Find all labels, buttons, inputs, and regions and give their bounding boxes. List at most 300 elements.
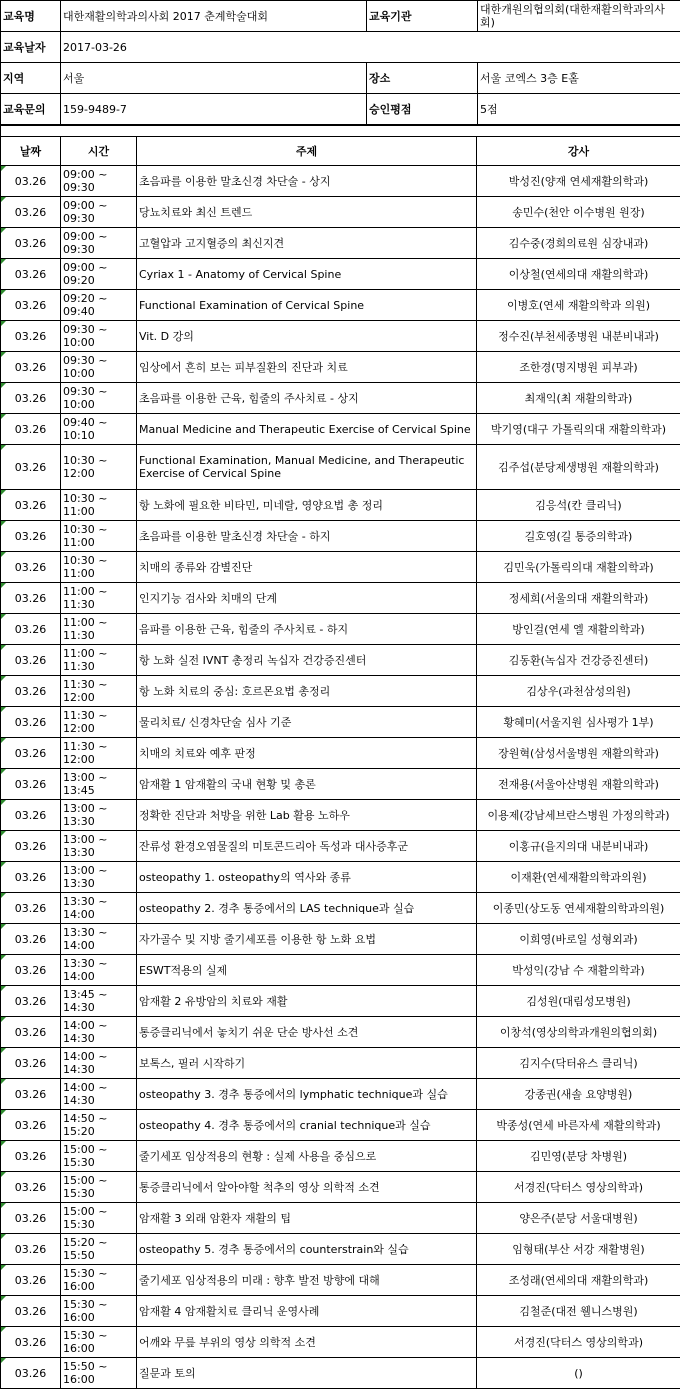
topic-cell-text: 질문과 토의 (139, 1366, 196, 1380)
date-cell (1, 1110, 61, 1141)
topic-cell-text: 암재활 3 외래 암환자 재활의 팁 (139, 1211, 291, 1225)
date-cell-text: 03.26 (14, 591, 47, 605)
table-row (1, 769, 680, 800)
date-cell-text: 03.26 (14, 1335, 47, 1349)
time-cell-text: 13:00 ~ 13:30 (63, 802, 108, 828)
date-cell (1, 769, 61, 800)
lecturer-cell-text: 김철준(대전 웰니스병원) (519, 1304, 638, 1318)
topic-cell-text: 치매의 치료와 예후 판정 (139, 746, 256, 760)
topic-cell (137, 1079, 477, 1110)
date-cell-text: 03.26 (14, 870, 47, 884)
lecturer-cell (477, 800, 680, 831)
time-cell-text: 13:30 ~ 14:00 (63, 926, 108, 952)
comment-marker-icon (1, 707, 6, 712)
table-row (1, 583, 680, 614)
comment-marker-icon (1, 1048, 6, 1053)
topic-cell-text: 줄기세포 임상적용의 미래 : 향후 발전 방향에 대해 (139, 1273, 380, 1287)
header-lecturer: 강사 (477, 137, 680, 166)
table-row (1, 1079, 680, 1110)
comment-marker-icon (1, 1296, 6, 1301)
comment-marker-icon (1, 738, 6, 743)
edu-name-label: 교육명 (1, 1, 61, 32)
date-cell-text: 03.26 (14, 653, 47, 667)
topic-cell (137, 445, 477, 490)
time-cell (61, 259, 137, 290)
topic-cell-text: 암재활 4 암재활치료 클리닉 운영사례 (139, 1304, 320, 1318)
date-cell (1, 955, 61, 986)
comment-marker-icon (1, 552, 6, 557)
lecturer-cell-text: 이종민(상도동 연세재활의학과의원) (492, 901, 665, 915)
time-cell-text: 15:30 ~ 16:00 (63, 1298, 108, 1324)
topic-cell (137, 986, 477, 1017)
schedule-rows (1, 166, 680, 1389)
table-row (1, 1265, 680, 1296)
date-cell-text: 03.26 (14, 267, 47, 281)
lecturer-cell (477, 583, 680, 614)
table-row (1, 1141, 680, 1172)
lecturer-cell-text: 황혜미(서울지원 심사평가 1부) (503, 715, 654, 729)
contact-label: 교육문의 (1, 94, 61, 125)
lecturer-cell-text: 조성래(연세의대 재활의학과) (508, 1273, 649, 1287)
time-cell (61, 1234, 137, 1265)
table-row (1, 445, 680, 490)
time-cell-text: 10:30 ~ 11:00 (63, 554, 108, 580)
lecturer-cell (477, 1327, 680, 1358)
topic-cell (137, 521, 477, 552)
time-cell (61, 1048, 137, 1079)
topic-cell-text: 임상에서 흔히 보는 피부질환의 진단과 치료 (139, 360, 348, 374)
time-cell-text: 14:00 ~ 14:30 (63, 1081, 108, 1107)
place-value: 서울 코엑스 3층 E홀 (478, 63, 680, 94)
date-cell-text: 03.26 (14, 498, 47, 512)
date-cell (1, 166, 61, 197)
date-cell-text: 03.26 (14, 777, 47, 791)
date-cell-text: 03.26 (14, 1025, 47, 1039)
topic-cell-text: 치매의 종류와 감별진단 (139, 560, 253, 574)
lecturer-cell (477, 645, 680, 676)
contact-value: 159-9489-7 (61, 94, 367, 125)
topic-cell-text: osteopathy 5. 경추 통증에서의 counterstrain와 실습 (139, 1242, 409, 1256)
comment-marker-icon (1, 862, 6, 867)
lecturer-cell-text: 김지수(닥터유스 클리닉) (519, 1056, 638, 1070)
time-cell-text: 11:00 ~ 11:30 (63, 647, 108, 673)
date-cell-text: 03.26 (14, 298, 47, 312)
topic-cell (137, 228, 477, 259)
date-cell-text: 03.26 (14, 1304, 47, 1318)
table-row (1, 552, 680, 583)
date-cell (1, 831, 61, 862)
time-cell-text: 14:50 ~ 15:20 (63, 1112, 108, 1138)
date-cell (1, 1327, 61, 1358)
topic-cell-text: 음파를 이용한 근육, 힘줄의 주사치료 - 하지 (139, 622, 349, 636)
time-cell-text: 10:30 ~ 11:00 (63, 492, 108, 518)
date-cell-text: 03.26 (14, 329, 47, 343)
lecturer-cell (477, 986, 680, 1017)
lecturer-cell (477, 197, 680, 228)
date-cell (1, 490, 61, 521)
topic-cell-text: 인지기능 검사와 치매의 단계 (139, 591, 278, 605)
topic-cell-text: 항 노화 실전 IVNT 총정리 녹십자 건강증진센터 (139, 653, 367, 667)
lecturer-cell (477, 1296, 680, 1327)
lecturer-cell-text: 김상우(과천삼성의원) (526, 684, 631, 698)
date-cell-text: 03.26 (14, 715, 47, 729)
topic-cell-text: Vit. D 강의 (139, 329, 194, 343)
lecturer-cell (477, 614, 680, 645)
time-cell-text: 15:30 ~ 16:00 (63, 1267, 108, 1293)
time-cell-text: 09:30 ~ 10:00 (63, 354, 108, 380)
lecturer-cell (477, 259, 680, 290)
table-row (1, 321, 680, 352)
topic-cell (137, 414, 477, 445)
date-cell (1, 1234, 61, 1265)
time-cell (61, 583, 137, 614)
topic-cell (137, 1234, 477, 1265)
time-cell (61, 831, 137, 862)
table-row (1, 831, 680, 862)
date-cell-text: 03.26 (14, 1149, 47, 1163)
time-cell (61, 676, 137, 707)
info-row-date (1, 32, 680, 63)
region-value: 서울 (61, 63, 367, 94)
date-cell (1, 1079, 61, 1110)
date-cell (1, 614, 61, 645)
time-cell-text: 09:00 ~ 09:20 (63, 261, 108, 287)
date-cell (1, 862, 61, 893)
lecturer-cell (477, 321, 680, 352)
date-cell-text: 03.26 (14, 422, 47, 436)
lecturer-cell (477, 955, 680, 986)
table-row (1, 614, 680, 645)
time-cell (61, 986, 137, 1017)
date-cell (1, 259, 61, 290)
schedule-table (0, 125, 680, 1389)
topic-cell (137, 676, 477, 707)
comment-marker-icon (1, 1203, 6, 1208)
time-cell-text: 15:00 ~ 15:30 (63, 1143, 108, 1169)
table-row (1, 228, 680, 259)
topic-cell (137, 1172, 477, 1203)
comment-marker-icon (1, 228, 6, 233)
lecturer-cell-text: 이재환(연세재활의학과의원) (510, 870, 647, 884)
date-cell-text: 03.26 (14, 560, 47, 574)
org-value: 대한개원의협의회(대한재활의학과의사회) (478, 1, 680, 32)
time-cell (61, 738, 137, 769)
lecturer-cell (477, 1017, 680, 1048)
time-cell (61, 383, 137, 414)
time-cell-text: 10:30 ~ 12:00 (63, 454, 108, 480)
topic-cell-text: 어깨와 무릎 부위의 영상 의학적 소견 (139, 1335, 316, 1349)
date-cell-text: 03.26 (14, 684, 47, 698)
lecturer-cell-text: 임형태(부산 서강 재활병원) (512, 1242, 645, 1256)
topic-cell (137, 831, 477, 862)
table-row (1, 1048, 680, 1079)
time-cell-text: 09:00 ~ 09:30 (63, 230, 108, 256)
date-cell-text: 03.26 (14, 174, 47, 188)
info-row-contact (1, 94, 680, 125)
region-label: 지역 (1, 63, 61, 94)
lecturer-cell-text: 강종권(새솔 요양병원) (524, 1087, 633, 1101)
time-cell (61, 321, 137, 352)
time-cell-text: 09:30 ~ 10:00 (63, 323, 108, 349)
lecturer-cell (477, 738, 680, 769)
topic-cell-text: 줄기세포 임상적용의 현황 : 실제 사용을 중심으로 (139, 1149, 377, 1163)
table-row (1, 645, 680, 676)
time-cell (61, 521, 137, 552)
lecturer-cell-text: 서경진(닥터스 영상의학과) (514, 1335, 643, 1349)
comment-marker-icon (1, 1358, 6, 1363)
topic-cell-text: 항 노화 치료의 중심: 호르몬요법 총정리 (139, 684, 331, 698)
comment-marker-icon (1, 166, 6, 171)
date-cell-text: 03.26 (14, 1211, 47, 1225)
table-row (1, 707, 680, 738)
time-cell (61, 228, 137, 259)
time-cell (61, 1017, 137, 1048)
time-cell (61, 1079, 137, 1110)
topic-cell (137, 893, 477, 924)
lecturer-cell-text: 김동환(녹십자 건강증진센터) (508, 653, 649, 667)
comment-marker-icon (1, 1017, 6, 1022)
time-cell-text: 11:30 ~ 12:00 (63, 740, 108, 766)
lecturer-cell-text: 김성원(대림성모병원) (526, 994, 631, 1008)
date-cell-text: 03.26 (14, 391, 47, 405)
topic-cell (137, 955, 477, 986)
time-cell-text: 14:00 ~ 14:30 (63, 1050, 108, 1076)
topic-cell (137, 352, 477, 383)
info-row-region (1, 63, 680, 94)
info-row-name (1, 1, 680, 32)
time-cell-text: 13:00 ~ 13:30 (63, 833, 108, 859)
time-cell (61, 862, 137, 893)
comment-marker-icon (1, 197, 6, 202)
topic-cell-text: 자가골수 및 지방 줄기세포를 이용한 항 노화 요법 (139, 932, 376, 946)
time-cell-text: 09:20 ~ 09:40 (63, 292, 108, 318)
date-label: 교육날자 (1, 32, 61, 63)
topic-cell-text: 보톡스, 필러 시작하기 (139, 1056, 246, 1070)
date-cell (1, 290, 61, 321)
time-cell-text: 15:00 ~ 15:30 (63, 1174, 108, 1200)
time-cell (61, 707, 137, 738)
topic-cell (137, 1358, 477, 1389)
date-cell-text: 03.26 (14, 1273, 47, 1287)
topic-cell (137, 769, 477, 800)
time-cell-text: 10:30 ~ 11:00 (63, 523, 108, 549)
time-cell-text: 14:00 ~ 14:30 (63, 1019, 108, 1045)
time-cell-text: 11:00 ~ 11:30 (63, 585, 108, 611)
lecturer-cell (477, 1234, 680, 1265)
time-cell (61, 614, 137, 645)
table-row (1, 414, 680, 445)
topic-cell (137, 321, 477, 352)
date-cell (1, 197, 61, 228)
time-cell-text: 13:30 ~ 14:00 (63, 957, 108, 983)
time-cell-text: 09:00 ~ 09:30 (63, 168, 108, 194)
lecturer-cell (477, 228, 680, 259)
date-cell (1, 321, 61, 352)
date-cell (1, 645, 61, 676)
table-row (1, 259, 680, 290)
comment-marker-icon (1, 955, 6, 960)
date-cell (1, 893, 61, 924)
time-cell-text: 11:00 ~ 11:30 (63, 616, 108, 642)
time-cell (61, 800, 137, 831)
table-row (1, 490, 680, 521)
comment-marker-icon (1, 490, 6, 495)
topic-cell-text: osteopathy 1. osteopathy의 역사와 종류 (139, 870, 351, 884)
topic-cell-text: 당뇨치료와 최신 트렌드 (139, 205, 253, 219)
lecturer-cell (477, 490, 680, 521)
topic-cell-text: 물리치료/ 신경차단술 심사 기준 (139, 715, 292, 729)
lecturer-cell (477, 831, 680, 862)
topic-cell-text: 암재활 2 유방암의 치료와 재활 (139, 994, 288, 1008)
topic-cell-text: 잔류성 환경오염물질의 미토콘드리아 독성과 대사증후군 (139, 839, 409, 853)
time-cell-text: 13:00 ~ 13:30 (63, 864, 108, 890)
date-cell (1, 1203, 61, 1234)
comment-marker-icon (1, 831, 6, 836)
topic-cell-text: osteopathy 3. 경추 통증에서의 lymphatic technique과 실습 (139, 1087, 448, 1101)
table-row (1, 521, 680, 552)
time-cell (61, 1327, 137, 1358)
lecturer-cell (477, 290, 680, 321)
comment-marker-icon (1, 521, 6, 526)
lecturer-cell (477, 862, 680, 893)
lecturer-cell-text: 조한경(명지병원 피부과) (519, 360, 638, 374)
comment-marker-icon (1, 583, 6, 588)
lecturer-cell-text: 이홍규(을지의대 내분비내과) (508, 839, 649, 853)
topic-cell (137, 1203, 477, 1234)
lecturer-cell-text: 방인걸(연세 엘 재활의학과) (512, 622, 645, 636)
topic-cell (137, 738, 477, 769)
topic-cell (137, 583, 477, 614)
lecturer-cell-text: 박기영(대구 가톨릭의대 재활의학과) (491, 422, 666, 436)
topic-cell (137, 1327, 477, 1358)
topic-cell-text: ESWT적용의 실제 (139, 963, 228, 977)
date-cell-text: 03.26 (14, 994, 47, 1008)
topic-cell-text: 초음파를 이용한 근육, 힘줄의 주사치료 - 상지 (139, 391, 359, 405)
header-date: 날짜 (1, 137, 61, 166)
topic-cell (137, 259, 477, 290)
topic-cell-text: osteopathy 4. 경추 통증에서의 cranial technique과 실습 (139, 1118, 431, 1132)
date-cell-text: 03.26 (14, 746, 47, 760)
table-row (1, 676, 680, 707)
time-cell (61, 414, 137, 445)
lecturer-cell (477, 769, 680, 800)
credit-label: 승인평점 (367, 94, 478, 125)
topic-cell-text: osteopathy 2. 경추 통증에서의 LAS technique과 실습 (139, 901, 415, 915)
date-cell (1, 383, 61, 414)
lecturer-cell-text: 김주섭(분당제생병원 재활의학과) (498, 460, 659, 474)
lecturer-cell (477, 1110, 680, 1141)
lecturer-cell-text: 김응석(칸 클리닉) (535, 498, 622, 512)
topic-cell (137, 924, 477, 955)
lecturer-cell-text: 박성진(양재 연세재활의학과) (508, 174, 649, 188)
date-cell (1, 414, 61, 445)
time-cell (61, 1110, 137, 1141)
table-row (1, 862, 680, 893)
date-cell-text: 03.26 (14, 901, 47, 915)
lecturer-cell (477, 521, 680, 552)
table-row (1, 1110, 680, 1141)
comment-marker-icon (1, 290, 6, 295)
time-cell (61, 552, 137, 583)
time-cell (61, 166, 137, 197)
lecturer-cell-text: 김민욱(가톨릭의대 재활의학과) (503, 560, 654, 574)
comment-marker-icon (1, 321, 6, 326)
date-cell (1, 521, 61, 552)
lecturer-cell-text: 이병호(연세 재활의학과 의원) (506, 298, 651, 312)
lecturer-cell (477, 1203, 680, 1234)
table-row (1, 352, 680, 383)
table-row (1, 197, 680, 228)
lecturer-cell-text: 이희영(바로일 성형외과) (519, 932, 638, 946)
date-cell-text: 03.26 (14, 529, 47, 543)
time-cell-text: 09:40 ~ 10:10 (63, 416, 108, 442)
table-row (1, 383, 680, 414)
date-cell (1, 1017, 61, 1048)
lecturer-cell-text: 이상철(연세의대 재활의학과) (508, 267, 649, 281)
lecturer-cell-text: 길호영(길 통증의학과) (524, 529, 633, 543)
time-cell (61, 955, 137, 986)
table-row (1, 1327, 680, 1358)
topic-cell (137, 383, 477, 414)
comment-marker-icon (1, 676, 6, 681)
time-cell-text: 09:00 ~ 09:30 (63, 199, 108, 225)
date-cell (1, 738, 61, 769)
comment-marker-icon (1, 924, 6, 929)
time-cell (61, 290, 137, 321)
lecturer-cell (477, 445, 680, 490)
time-cell (61, 1358, 137, 1389)
comment-marker-icon (1, 445, 6, 450)
topic-cell (137, 552, 477, 583)
lecturer-cell (477, 1172, 680, 1203)
table-row (1, 955, 680, 986)
topic-cell-text: Functional Examination, Manual Medicine, and Therapeutic Exercise of Cervical Spine (139, 454, 465, 480)
topic-cell-text: 통증클리닉에서 놓치기 쉬운 단순 방사선 소견 (139, 1025, 359, 1039)
lecturer-cell-text: 양은주(분당 서울대병원) (519, 1211, 638, 1225)
lecturer-cell-text: () (574, 1366, 583, 1380)
comment-marker-icon (1, 769, 6, 774)
table-row (1, 290, 680, 321)
comment-marker-icon (1, 1234, 6, 1239)
date-cell (1, 1358, 61, 1389)
table-row (1, 166, 680, 197)
topic-cell (137, 1017, 477, 1048)
date-cell-text: 03.26 (14, 1180, 47, 1194)
org-label: 교육기관 (367, 1, 478, 32)
topic-cell-text: 고혈압과 고지혈증의 최신지견 (139, 236, 285, 250)
topic-cell (137, 800, 477, 831)
lecturer-cell-text: 이창석(영상의학과개원의협의회) (499, 1025, 658, 1039)
date-cell (1, 986, 61, 1017)
topic-cell-text: 암재활 1 암재활의 국내 현황 및 총론 (139, 777, 316, 791)
table-row (1, 738, 680, 769)
topic-cell (137, 1296, 477, 1327)
lecturer-cell-text: 정수진(부천세종병원 내분비내과) (498, 329, 659, 343)
comment-marker-icon (1, 414, 6, 419)
comment-marker-icon (1, 1265, 6, 1270)
topic-cell (137, 1110, 477, 1141)
topic-cell (137, 490, 477, 521)
time-cell (61, 1296, 137, 1327)
time-cell (61, 1265, 137, 1296)
date-cell (1, 1048, 61, 1079)
topic-cell (137, 1141, 477, 1172)
comment-marker-icon (1, 259, 6, 264)
topic-cell-text: 정확한 진단과 처방을 위한 Lab 활용 노하우 (139, 808, 350, 822)
time-cell (61, 1172, 137, 1203)
comment-marker-icon (1, 1141, 6, 1146)
topic-cell-text: Cyriax 1 - Anatomy of Cervical Spine (139, 267, 342, 281)
